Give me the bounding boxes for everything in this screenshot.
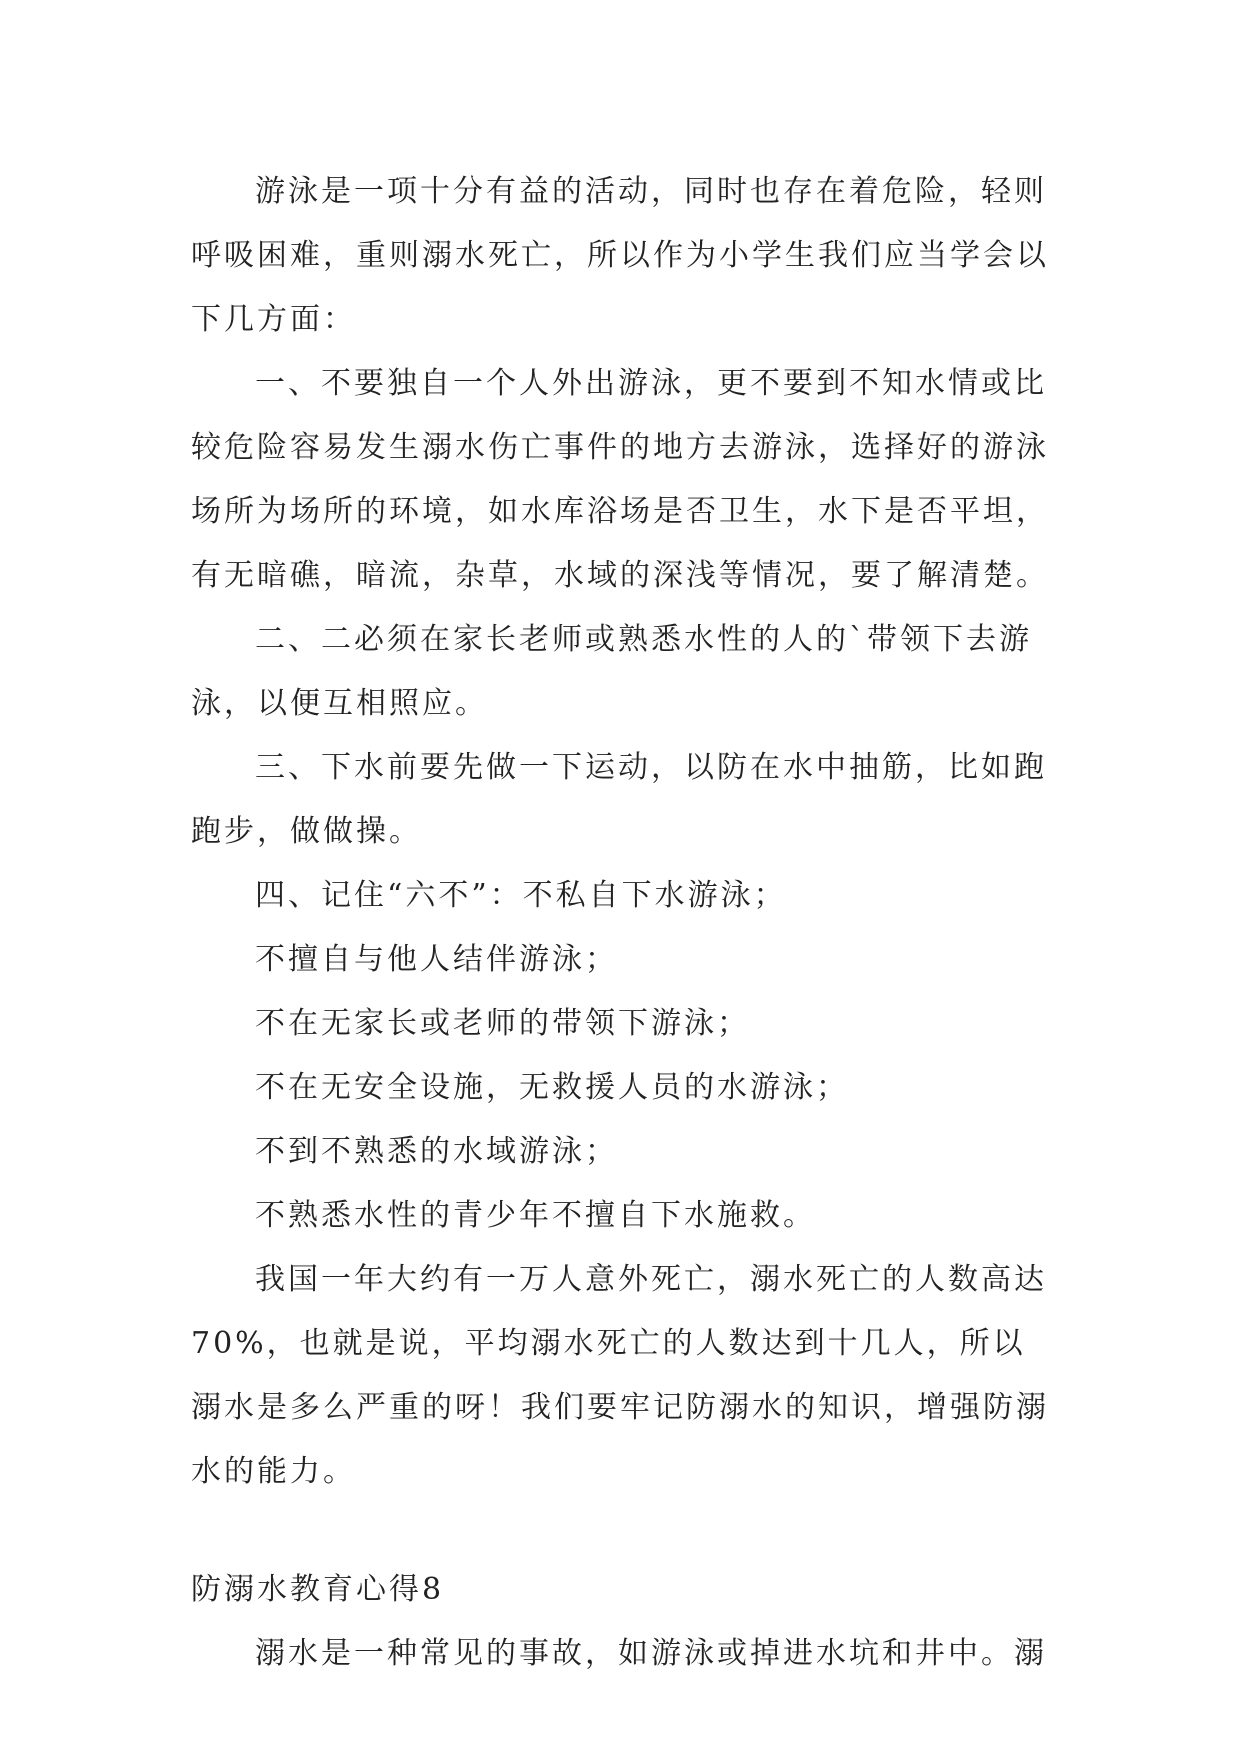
paragraph-six-no-item: 不在无安全设施，无救援人员的水游泳； [255,1070,849,1105]
paragraph-six-no-item: 不到不熟悉的水域游泳； [255,1134,618,1169]
section-heading: 防溺水教育心得8 [191,1572,445,1607]
paragraph-six-no-item: 不熟悉水性的青少年不擅自下水施救。 [255,1198,816,1233]
paragraph-six-no-item: 不擅自与他人结伴游泳； [255,942,618,977]
paragraph-section-start: 溺水是一种常见的事故，如游泳或掉进水坑和井中。溺 [255,1636,1047,1671]
paragraph-rule-one: 一、不要独自一个人外出游泳，更不要到不知水情或比较危险容易发生溺水伤亡事件的地方去游泳，选择好的游泳场所为场所的环境，如水库浴场是否卫生，水下是否平坦，有无暗礁，暗流，杂草，水域的深浅等情况，要了解清楚。 [191,366,1049,593]
paragraph-rule-three: 三、下水前要先做一下运动，以防在水中抽筋，比如跑跑步，做做操。 [191,750,1047,849]
paragraph-statistics: 我国一年大约有一万人意外死亡，溺水死亡的人数高达70%，也就是说，平均溺水死亡的人数达到十几人，所以溺水是多么严重的呀！我们要牢记防溺水的知识，增强防溺水的能力。 [191,1262,1049,1489]
document-body [191,160,1051,1686]
paragraph-intro: 游泳是一项十分有益的活动，同时也存在着危险，轻则呼吸困难，重则溺水死亡，所以作为小学生我们应当学会以下几方面： [191,174,1049,337]
paragraph-rule-four: 四、记住“六不”：不私自下水游泳； [255,878,787,913]
paragraph-rule-two: 二、二必须在家长老师或熟悉水性的人的`带领下去游泳，以便互相照应。 [191,622,1032,721]
paragraph-six-no-item: 不在无家长或老师的带领下游泳； [255,1006,750,1041]
